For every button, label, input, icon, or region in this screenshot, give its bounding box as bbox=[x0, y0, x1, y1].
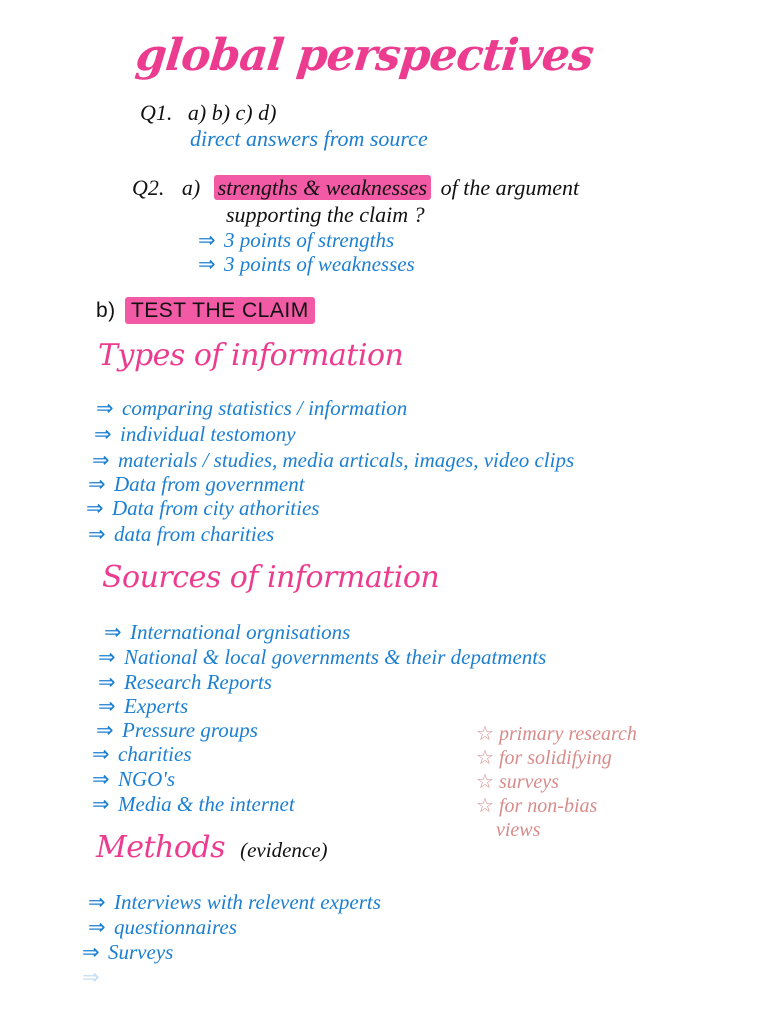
b-row bbox=[96, 298, 315, 323]
sources-heading: Sources of information bbox=[102, 560, 440, 595]
sources-item: ⇒ National & local governments & their depatments bbox=[98, 645, 547, 669]
methods-item: ⇒ Interviews with relevent experts bbox=[88, 890, 381, 914]
q1-row bbox=[140, 100, 276, 125]
methods-item: ⇒ questionnaires bbox=[88, 915, 237, 939]
side-note: ☆ for solidifying bbox=[476, 747, 612, 769]
star-icon: ☆ bbox=[476, 747, 494, 769]
types-item: ⇒ materials / studies, media articals, images, video clips bbox=[92, 448, 575, 472]
sources-item: ⇒ Media & the internet bbox=[92, 792, 295, 816]
page-title: global perspectives bbox=[133, 30, 596, 81]
b-label: b) bbox=[96, 299, 116, 322]
side-note-continued: views bbox=[496, 819, 541, 841]
types-item: ⇒ individual testomony bbox=[94, 422, 296, 446]
sources-item: ⇒ Experts bbox=[98, 694, 189, 718]
arrow-icon: ⇒ bbox=[94, 422, 112, 446]
arrow-icon: ⇒ bbox=[92, 792, 110, 816]
types-heading: Types of information bbox=[98, 338, 404, 373]
b-highlight: TEST THE CLAIM bbox=[125, 297, 315, 324]
star-icon: ☆ bbox=[476, 795, 494, 817]
arrow-icon: ⇒ bbox=[88, 890, 106, 914]
sources-item: ⇒ International orgnisations bbox=[104, 620, 351, 644]
q2-line2: supporting the claim ? bbox=[226, 202, 425, 227]
arrow-icon: ⇒ bbox=[82, 965, 100, 989]
q2-bullet: ⇒ 3 points of weaknesses bbox=[198, 252, 415, 276]
star-icon: ☆ bbox=[476, 771, 494, 793]
methods-sub: (evidence) bbox=[240, 838, 328, 862]
methods-row bbox=[96, 830, 328, 865]
methods-heading: Methods bbox=[96, 830, 226, 865]
arrow-icon: ⇒ bbox=[98, 645, 116, 669]
q2-label: Q2. bbox=[132, 175, 165, 200]
sources-item: ⇒ Pressure groups bbox=[96, 718, 258, 742]
arrow-icon: ⇒ bbox=[92, 448, 110, 472]
side-note: ☆ primary research bbox=[476, 723, 637, 745]
q1-parts: a) b) c) d) bbox=[187, 100, 277, 125]
q2-highlight: strengths & weaknesses bbox=[214, 175, 431, 200]
q1-label: Q1. bbox=[140, 100, 173, 125]
arrow-icon: ⇒ bbox=[92, 742, 110, 766]
arrow-icon: ⇒ bbox=[198, 252, 216, 276]
types-item: ⇒ comparing statistics / information bbox=[96, 396, 408, 420]
side-note: ☆ for non-bias bbox=[476, 795, 598, 817]
sources-item: ⇒ charities bbox=[92, 742, 192, 766]
sources-item: ⇒ NGO's bbox=[92, 767, 176, 791]
q2-rest: of the argument bbox=[440, 175, 580, 200]
arrow-icon: ⇒ bbox=[98, 670, 116, 694]
arrow-icon: ⇒ bbox=[86, 496, 104, 520]
star-icon: ☆ bbox=[476, 723, 494, 745]
arrow-icon: ⇒ bbox=[98, 694, 116, 718]
types-item: ⇒ Data from city athorities bbox=[86, 496, 320, 520]
arrow-icon: ⇒ bbox=[88, 915, 106, 939]
q2-part: a) bbox=[181, 175, 201, 200]
arrow-icon: ⇒ bbox=[96, 718, 114, 742]
sources-item: ⇒ Research Reports bbox=[98, 670, 272, 694]
arrow-icon: ⇒ bbox=[92, 767, 110, 791]
q2-row bbox=[132, 175, 579, 200]
side-note: ☆ surveys bbox=[476, 771, 559, 793]
arrow-icon: ⇒ bbox=[88, 522, 106, 546]
q1-answer: direct answers from source bbox=[190, 126, 428, 151]
arrow-icon: ⇒ bbox=[104, 620, 122, 644]
q2-bullet: ⇒ 3 points of strengths bbox=[198, 228, 395, 252]
arrow-icon: ⇒ bbox=[198, 228, 216, 252]
methods-item: ⇒ Surveys bbox=[82, 940, 174, 964]
arrow-icon: ⇒ bbox=[82, 940, 100, 964]
types-item: ⇒ Data from government bbox=[88, 472, 305, 496]
types-item: ⇒ data from charities bbox=[88, 522, 275, 546]
arrow-icon: ⇒ bbox=[96, 396, 114, 420]
arrow-icon: ⇒ bbox=[88, 472, 106, 496]
cut-off-line bbox=[82, 965, 108, 989]
